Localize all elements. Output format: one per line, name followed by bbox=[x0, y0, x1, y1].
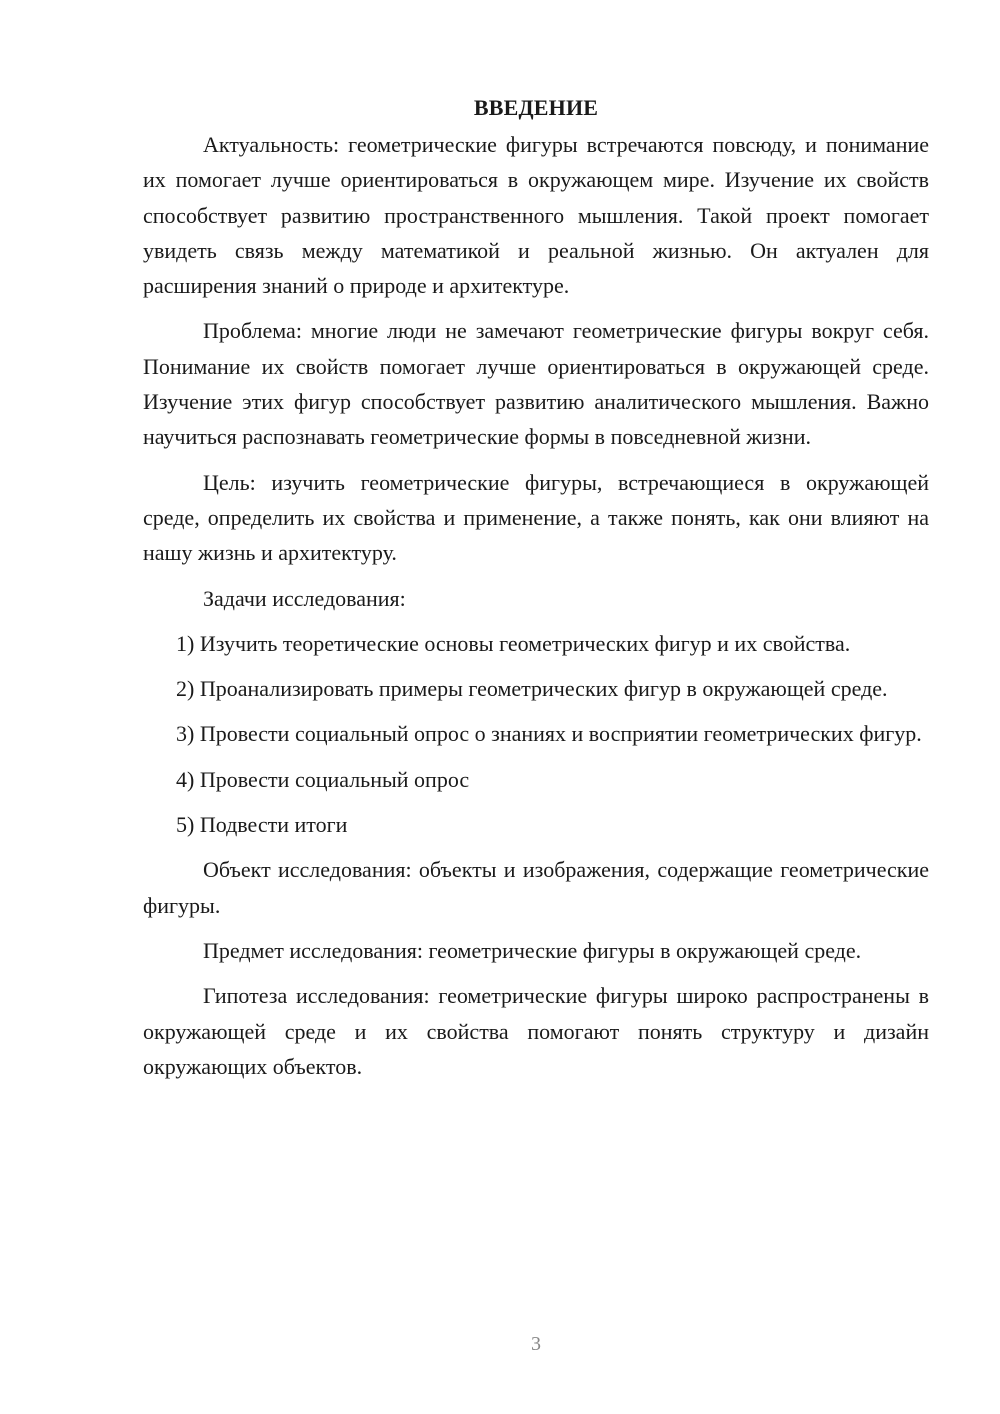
tasks-heading: Задачи исследования: bbox=[203, 585, 406, 611]
page-title: ВВЕДЕНИЕ bbox=[473, 95, 599, 120]
object-paragraph: Объект исследования: объекты и изображения, содержащие геометрические фигуры. bbox=[143, 857, 929, 918]
task-item-2: 2) Проанализировать примеры геометрических фигур в окружающей среде. bbox=[176, 676, 888, 702]
task-item-3: 3) Провести социальный опрос о знаниях и восприятии геометрических фигур. bbox=[176, 721, 922, 747]
subject-paragraph: Предмет исследования: геометрические фигуры в окружающей среде. bbox=[203, 937, 862, 963]
task-item-5: 5) Подвести итоги bbox=[176, 812, 348, 838]
task-item-1: 1) Изучить теоретические основы геометрических фигур и их свойства. bbox=[176, 630, 851, 656]
hypothesis-paragraph: Гипотеза исследования: геометрические фигуры широко распространены в окружающей среде и их свойства помогают понять структуру и дизайн окружающих объектов. bbox=[143, 983, 929, 1079]
problem-paragraph: Проблема: многие люди не замечают геометрические фигуры вокруг себя. Понимание их свойств помогает лучше ориентироваться в окружающей среде. Изучение этих фигур способствует развитию аналитического мышления. Важно научиться распознавать геометрические формы в повседневной жизни. bbox=[143, 318, 929, 450]
page-number: 3 bbox=[531, 1333, 541, 1355]
relevance-paragraph: Актуальность: геометрические фигуры встречаются повсюду, и понимание их помогает лучше ориентироваться в окружающем мире. Изучение их свойств способствует развитию пространственного мышления. Такой проект помогает увидеть связь между математикой и реальной жизнью. Он актуален для расширения знаний о природе и архитектуре. bbox=[143, 132, 929, 299]
task-item-4: 4) Провести социальный опрос bbox=[176, 766, 470, 792]
goal-paragraph: Цель: изучить геометрические фигуры, встречающиеся в окружающей среде, определить их свойства и применение, а также понять, как они влияют на нашу жизнь и архитектуру. bbox=[143, 469, 929, 566]
document-page bbox=[143, 90, 929, 1094]
